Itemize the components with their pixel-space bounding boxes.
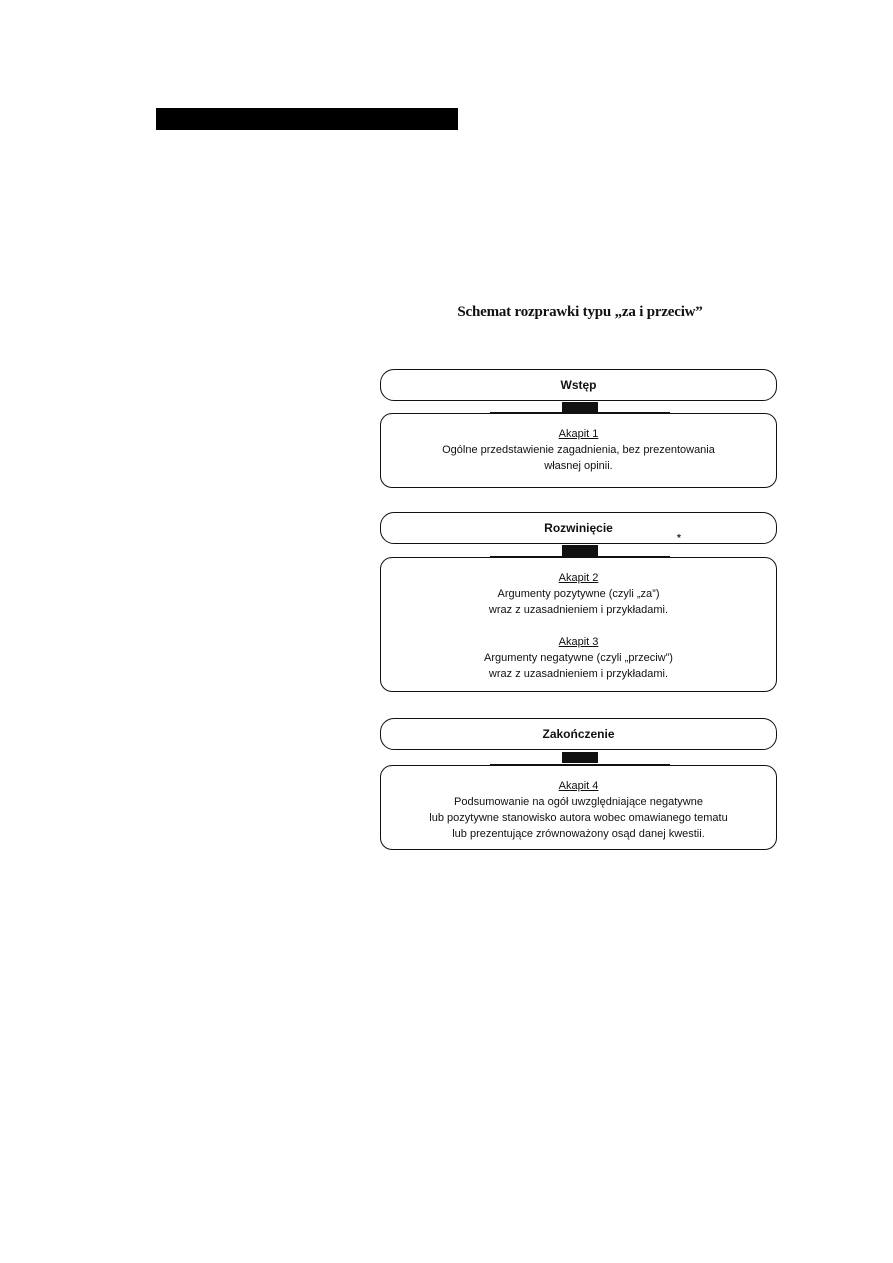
paragraph-group <box>381 634 776 682</box>
connector-block <box>562 402 598 413</box>
connector-block <box>562 545 598 556</box>
paragraph-text: Podsumowanie na ogół uwzględniające negatywne lub pozytywne stanowisko autora wobec omawianego tematu lub prezentujące zrównoważony osąd danej kwestii. <box>429 796 728 840</box>
section-header-wstep: Wstęp <box>380 369 777 401</box>
connector-block <box>562 752 598 763</box>
paragraph-text: Ogólne przedstawienie zagadnienia, bez prezentowania własnej opinii. <box>442 444 715 472</box>
paragraph-text: Argumenty pozytywne (czyli „za”) wraz z uzasadnieniem i przykładami. <box>488 588 669 616</box>
diagram-title: Schemat rozprawki typu „za i przeciw” <box>457 304 703 320</box>
paragraph-label: Akapit 3 <box>558 636 599 648</box>
paragraph-text: Argumenty negatywne (czyli „przeciw”) wraz z uzasadnieniem i przykładami. <box>484 652 673 680</box>
paragraph-label: Akapit 1 <box>558 428 599 440</box>
section-box-wstep <box>380 413 777 488</box>
section-header-rozwiniecie: Rozwinięcie <box>380 512 777 544</box>
paragraph-group <box>381 426 776 474</box>
stray-mark: * <box>677 533 681 544</box>
redacted-header-bar <box>156 108 458 130</box>
paragraph-group <box>381 570 776 618</box>
section-box-zakonczenie <box>380 765 777 850</box>
section-header-zakonczenie: Zakończenie <box>380 718 777 750</box>
section-box-rozwiniecie <box>380 557 777 692</box>
paragraph-group <box>381 778 776 842</box>
paragraph-label: Akapit 2 <box>558 572 599 584</box>
paragraph-label: Akapit 4 <box>558 780 599 792</box>
